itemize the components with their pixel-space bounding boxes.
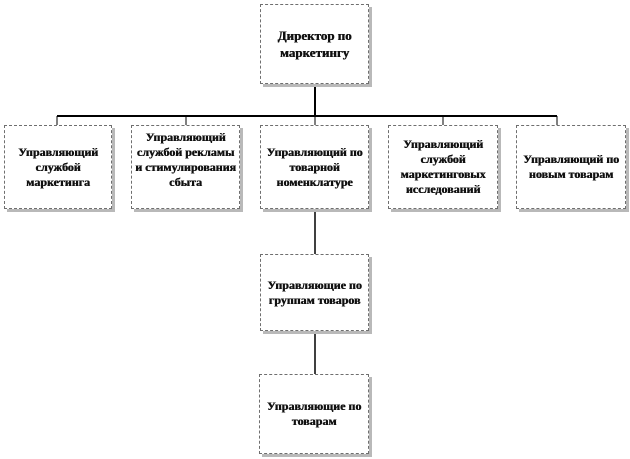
department-box-marketing [4,125,112,209]
department-label-research: Управляющий службой маркетинговых исследований [400,137,486,196]
department-label-product-range: Управляющий по товарной номенклатуре [266,144,363,189]
products-label: Управляющие по товарам [266,399,362,428]
department-box-new-products [516,125,626,209]
director-label: Директор по маркетингу [277,28,352,60]
product-groups-box [260,254,369,331]
director-box [260,4,369,84]
department-box-product-range [260,125,369,209]
products-box [259,374,369,454]
department-label-new-products: Управляющий по новым товарам [523,152,619,181]
department-box-advertising [131,125,240,209]
department-label-marketing: Управляющий службой маркетинга [17,144,99,189]
department-label-advertising: Управляющий службой рекламы и стимулирования сбыта [135,130,236,189]
product-groups-label: Управляющие по группам товаров [267,277,362,307]
department-box-research [388,125,498,209]
